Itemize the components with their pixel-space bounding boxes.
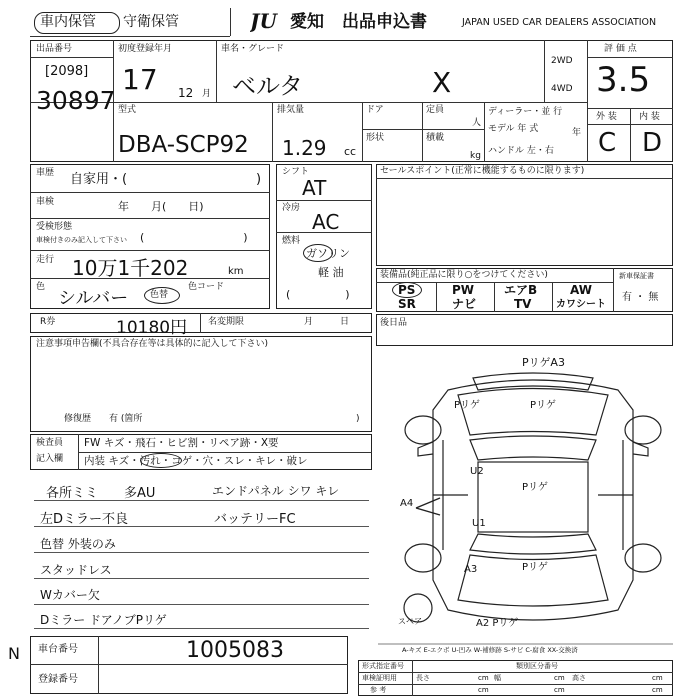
interior-label: 内 装 bbox=[639, 112, 660, 122]
body-outline bbox=[433, 380, 633, 620]
equip-navi: ナビ bbox=[452, 297, 477, 311]
model-label: 型式 bbox=[118, 105, 137, 115]
shape-label: 形状 bbox=[366, 133, 385, 143]
ju-logo-text: JU bbox=[250, 10, 277, 32]
handwritten-note-right-1: エンドパネル シワ キレ bbox=[212, 484, 340, 498]
reg-length-unit: cm bbox=[478, 674, 489, 682]
mark-u1: U1 bbox=[472, 518, 486, 529]
form-subtitle: JAPAN USED CAR DEALERS ASSOCIATION bbox=[462, 17, 657, 28]
form-title: 出品申込書 bbox=[342, 12, 427, 32]
color-label: 色 bbox=[36, 282, 46, 292]
chassis-row-divider bbox=[30, 664, 348, 665]
model-code: DBA-SCP92 bbox=[118, 132, 249, 158]
model-year-label: モデル 年 式 bbox=[488, 124, 539, 134]
inspector-label-1: 検査員 bbox=[36, 438, 64, 448]
notes-label: 注意事項申告欄(不具合存在等は具体的に記入して下さい) bbox=[36, 339, 269, 349]
mark-a3: A3 bbox=[464, 564, 478, 575]
reg-height: 高さ bbox=[572, 674, 586, 682]
ac-value: AC bbox=[312, 210, 340, 234]
car-damage-diagram bbox=[378, 350, 673, 650]
reg-info-r3: 車検証明用 bbox=[362, 674, 397, 682]
history-divider-1 bbox=[30, 192, 270, 193]
sales-point-divider bbox=[376, 178, 673, 179]
mileage-value: 10万1千202 bbox=[72, 256, 189, 280]
equip-pw: PW bbox=[452, 283, 475, 297]
fuel-gas: ガソリン bbox=[306, 247, 350, 260]
equip-sr: SR bbox=[398, 297, 416, 311]
receipt-paren: ( ) bbox=[140, 231, 248, 244]
fuel-diesel: 軽 油 bbox=[318, 266, 344, 279]
spec-divider-4 bbox=[484, 102, 485, 162]
history-label: 車歴 bbox=[36, 168, 55, 178]
equip-tv: TV bbox=[514, 297, 532, 311]
chassis-number: 1005083 bbox=[186, 638, 284, 663]
score-divider bbox=[587, 57, 673, 58]
reg-height-unit-2: cm bbox=[652, 686, 663, 694]
displacement-label: 排気量 bbox=[277, 105, 305, 115]
drive-4wd-label: 4WD bbox=[551, 84, 573, 94]
history-value: 自家用・( bbox=[70, 172, 128, 187]
spare-label: スペア bbox=[398, 617, 422, 626]
mark-front-left: Pリゲ bbox=[454, 400, 480, 411]
lot-bracket-number: [2098] bbox=[45, 64, 89, 79]
door-label: ドア bbox=[366, 105, 384, 115]
displacement-value: 1.29 bbox=[282, 136, 327, 160]
repair-history-close: ) bbox=[356, 414, 360, 424]
shift-value: AT bbox=[302, 176, 327, 200]
mark-center: Pリゲ bbox=[522, 482, 548, 493]
shift-divider-1 bbox=[276, 200, 372, 201]
registration-month: 12 bbox=[178, 86, 194, 100]
history-divider-3 bbox=[30, 250, 270, 251]
reg-height-unit: cm bbox=[652, 674, 663, 682]
col-divider-4 bbox=[587, 40, 588, 162]
color-change-label: 色替 bbox=[150, 290, 169, 300]
fuel-label: 燃料 bbox=[282, 236, 301, 246]
reg-info-row-2 bbox=[358, 684, 673, 685]
repair-history-label: 修復歴 有 (箇所 bbox=[64, 414, 143, 424]
front-right-wheel bbox=[625, 416, 661, 444]
equip-leather-seat: カワシート bbox=[556, 299, 606, 310]
note-line-6 bbox=[34, 628, 369, 629]
car-name: ベルタ bbox=[232, 72, 304, 100]
equip-airbag: エアB bbox=[504, 283, 538, 297]
first-registration-label: 初度登録年月 bbox=[118, 44, 173, 54]
recycle-divider bbox=[200, 313, 201, 333]
equip-col-3 bbox=[552, 282, 553, 312]
mark-bottom: A2 Pリゲ bbox=[476, 618, 519, 629]
load-unit: kg bbox=[470, 151, 481, 161]
handle-label: ハンドル 左・右 bbox=[488, 146, 554, 156]
inspector-row-1: FW キズ・飛石・ヒビ割・リペア跡・X要 bbox=[84, 437, 279, 449]
fuel-paren: ( ) bbox=[286, 288, 350, 301]
reg-length: 長さ bbox=[416, 674, 430, 682]
reg-info-ref: 参 考 bbox=[370, 686, 387, 694]
dirt-circle bbox=[140, 453, 182, 468]
handwritten-note-6: Dミラー ドアノブPリゲ bbox=[40, 613, 167, 627]
inspector-row-2: 内装 キズ・汚れ・コゲ・穴・スレ・キレ・破レ bbox=[84, 455, 308, 467]
rear-right-wheel bbox=[625, 544, 661, 572]
spec-divider-3 bbox=[422, 102, 423, 162]
col-divider-3 bbox=[544, 40, 545, 102]
exterior-label: 外 装 bbox=[596, 112, 617, 122]
front-left-wheel bbox=[405, 416, 441, 444]
registration-number-label: 登録番号 bbox=[38, 674, 78, 685]
spec-divider-2 bbox=[362, 102, 363, 162]
inspection-date: 年 月( 日) bbox=[118, 200, 204, 213]
mark-top: PリゲA3 bbox=[522, 356, 565, 369]
reg-info-divider bbox=[412, 660, 413, 696]
sales-point-block bbox=[376, 164, 673, 266]
dealer-label: ディーラー・並 行 bbox=[488, 107, 563, 117]
registration-year: 17 bbox=[122, 63, 158, 96]
col-divider-2 bbox=[216, 40, 217, 102]
equip-col-2 bbox=[494, 282, 495, 312]
equip-ps: PS bbox=[398, 283, 416, 297]
color-code-label: 色コード bbox=[188, 282, 225, 292]
spec-inner-divider bbox=[362, 129, 484, 130]
recycle-value: 10180円 bbox=[116, 318, 188, 338]
history-close: ) bbox=[256, 172, 262, 187]
spec-divider-1 bbox=[272, 102, 273, 162]
damage-legend: A-キズ E-エクボ U-凹み W-補修跡 S-サビ C-腐食 XX-交換済 bbox=[402, 646, 578, 654]
lot-number: 30897 bbox=[36, 86, 116, 115]
car-grade: X bbox=[432, 66, 452, 99]
handwritten-note-right-2: バッテリーFC bbox=[214, 512, 296, 527]
warranty-divider bbox=[613, 268, 614, 312]
model-year-unit: 年 bbox=[572, 128, 582, 138]
mark-a4: A4 bbox=[400, 498, 414, 509]
reg-info-row-1 bbox=[358, 672, 673, 673]
recycle-label: R券 bbox=[40, 317, 56, 327]
margin-mark: N bbox=[8, 644, 20, 663]
ju-logo bbox=[250, 10, 288, 32]
capacity-unit: 人 bbox=[472, 118, 482, 128]
score-value: 3.5 bbox=[596, 60, 651, 100]
mileage-label: 走行 bbox=[36, 255, 55, 265]
reg-length-unit-2: cm bbox=[478, 686, 489, 694]
color-value: シルバー bbox=[58, 288, 129, 309]
reg-width: 幅 bbox=[494, 674, 501, 682]
sales-point-label: セールスポイント(正常に機能するものに限ります) bbox=[380, 166, 585, 176]
rear-items-label: 後日品 bbox=[380, 318, 408, 328]
equip-aw: AW bbox=[570, 283, 592, 297]
mark-front-center: Pリゲ bbox=[530, 400, 556, 411]
reg-width-unit-2: cm bbox=[554, 686, 565, 694]
equipment-label: 装備品(純正品に限り○をつけてください) bbox=[380, 270, 548, 280]
handwritten-note-4: スタッドレス bbox=[40, 563, 112, 577]
interior-grade: D bbox=[642, 128, 663, 158]
note-line-4 bbox=[34, 578, 369, 579]
handwritten-note-1: 各所ミミ 多AU bbox=[46, 486, 156, 501]
reg-info-r2: 類別区分番号 bbox=[516, 662, 558, 670]
note-line-3 bbox=[34, 552, 369, 553]
inspection-label: 車検 bbox=[36, 197, 55, 207]
registration-month-unit: 月 bbox=[202, 89, 212, 99]
capacity-label: 定員 bbox=[426, 105, 445, 115]
displacement-unit: cc bbox=[344, 145, 357, 158]
note-line-5 bbox=[34, 604, 369, 605]
score-label: 評 価 点 bbox=[604, 44, 637, 54]
car-name-label: 車名・グレード bbox=[221, 44, 285, 54]
ext-int-divider bbox=[630, 108, 631, 162]
header-underline bbox=[30, 36, 230, 37]
exterior-grade: C bbox=[598, 128, 617, 158]
name-change-value: 月 日 bbox=[304, 317, 350, 327]
lot-label-divider bbox=[30, 57, 113, 58]
chassis-divider bbox=[98, 636, 99, 694]
receipt-note: 車検付きのみ記入して下さい bbox=[36, 236, 127, 244]
receipt-type-label: 受検形態 bbox=[36, 222, 73, 232]
inspector-label-2: 記入欄 bbox=[36, 454, 64, 464]
load-label: 積載 bbox=[426, 133, 445, 143]
reg-width-unit: cm bbox=[554, 674, 565, 682]
warranty-label: 新車保証書 bbox=[619, 272, 654, 280]
rear-left-wheel bbox=[405, 544, 441, 572]
inspector-row-divider bbox=[78, 452, 372, 453]
mark-rear: Pリゲ bbox=[522, 562, 548, 573]
history-divider-2 bbox=[30, 218, 270, 219]
equip-col-1 bbox=[436, 282, 437, 312]
lot-number-label: 出品番号 bbox=[36, 44, 73, 54]
handwritten-note-3: 色替 外装のみ bbox=[40, 537, 116, 551]
indoor-storage-label: 車内保管 bbox=[40, 14, 96, 30]
handwritten-note-2: 左Dミラー不良 bbox=[40, 512, 129, 527]
chassis-label: 車台番号 bbox=[38, 644, 78, 655]
mileage-unit: km bbox=[228, 266, 244, 277]
header-divider bbox=[230, 8, 231, 36]
reg-info-r1: 形式指定番号 bbox=[362, 662, 404, 670]
rear-items-block bbox=[376, 314, 673, 346]
ac-label: 冷房 bbox=[282, 203, 301, 213]
shift-label: シフト bbox=[282, 167, 310, 177]
guard-storage-label: 守衛保管 bbox=[123, 14, 179, 30]
name-change-label: 名変期限 bbox=[208, 317, 245, 327]
mark-u2: U2 bbox=[470, 466, 484, 477]
org-name: 愛知 bbox=[290, 12, 324, 32]
handwritten-note-5: Wカバー欠 bbox=[40, 588, 100, 602]
warranty-value: 有 ・ 無 bbox=[622, 292, 659, 303]
drive-2wd-label: 2WD bbox=[551, 56, 573, 66]
